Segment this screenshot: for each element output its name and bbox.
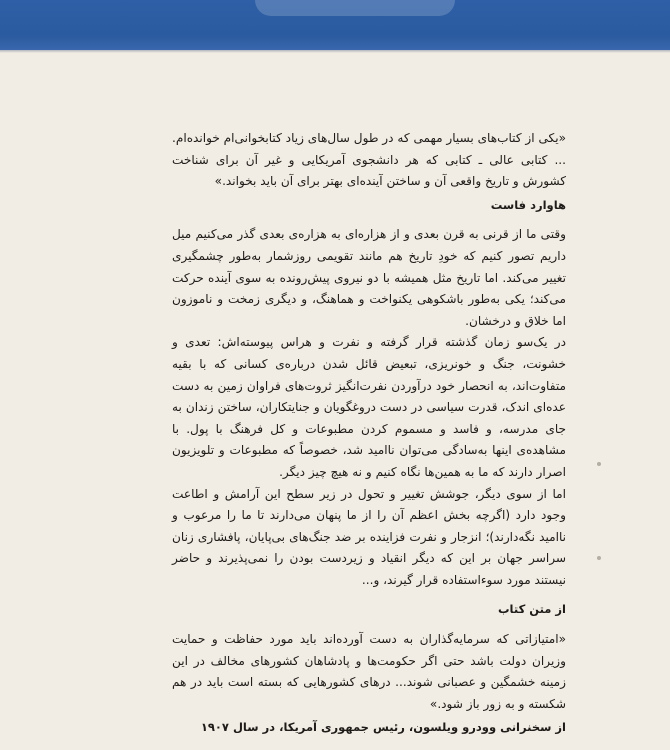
paper-speck — [597, 462, 601, 466]
excerpt-paragraph-2: در یک‌سو زمان گذشته قرار گرفته و نفرت و هراس پیوسته‌اش: تعدی و خشونت، جنگ و خونریزی، تبعیض قائل شدن درباره‌ی کسانی که با بقیه متفاوت‌اند، به انحصار خود درآوردن نفرت‌انگیز ثروت‌های فراوان زمین به دست عده‌ای اندک، قدرت سیاسی در دست دروغگویان و جنایتکاران، ساختن زندان به جای مدرسه، و فاسد و مسموم کردن مطبوعات و کل فرهنگ با پول. با مشاهده‌ی اینها به‌سادگی می‌توان ناامید شد، خصوصاً که مطبوعات و تلویزیون اصرار دارند که ما به همین‌ها نگاه کنیم و نه هیچ چیز دیگر. — [172, 335, 566, 479]
excerpt-source: از متن کتاب — [498, 602, 566, 617]
cover-band-shadow — [0, 50, 670, 53]
excerpt-paragraph-1: وقتی ما از قرنی به قرن بعدی و از هزاره‌ای به هزاره‌ی بعدی گذر می‌کنیم میل داریم تصور کنیم که خودِ تاریخ هم مانند تقویمی روزشمار به‌طور چشمگیری تغییر می‌کند. اما تاریخ مثل همیشه با دو نیروی پیش‌رونده به سوی آینده حرکت می‌کند؛ یکی به‌طور باشکوهی یکنواخت و هماهنگ، و دیگری زمخت و ناموزون اما خلاق و درخشان. — [172, 227, 566, 328]
quote-2-text: «امتیازاتی که سرمایه‌گذاران به دست آورده‌اند باید مورد حفاظت و حمایت وزیران دولت باشد حتی اگر حکومت‌ها و پادشاهان کشورهای مخالف در این زمینه خشمگین و عصبانی شوند... درهای کشورهایی که بسته است باید در هم شکسته و به زور باز شود.» — [172, 632, 566, 711]
quote-1-line-2: ... کتابی عالی ـ کتابی که هر دانشجوی آمریکایی و غیر آن برای شناخت کشورش و تاریخ واقعی آن و ساختن آینده‌ای بهتر برای آن باید بخواند.» — [172, 152, 566, 189]
cover-band-highlight — [255, 0, 455, 16]
quote-1-line-1: «یکی از کتاب‌های بسیار مهمی که در طول سال‌های زیاد کتابخوانی‌ام خوانده‌ام. — [172, 131, 566, 145]
excerpt-paragraph-3: اما از سوی دیگر، جوشش تغییر و تحول در زیر سطح این آرامش و اطاعت وجود دارد (اگرچه بخش اعظم آن را از ما پنهان می‌دارند تا ما را مرعوب و ناامید نگه‌دارند)؛ انزجار و نفرت فزاینده بر ضد جنگ‌های بی‌پایان، پافشاری زنان سراسر جهان بر این که دیگر انقیاد و زیردست بودن را نمی‌پذیرند و حاضر نیستند مورد سوءاستفاده قرار گیرند، و... — [172, 486, 566, 587]
quote-1-author: هاوارد فاست — [490, 197, 566, 212]
paper-speck — [597, 556, 601, 560]
quote-2-attribution: از سخنرانی وودرو ویلسون، رئیس جمهوری آمریکا، در سال ۱۹۰۷ — [200, 720, 566, 735]
back-cover-text — [172, 128, 566, 739]
blue-cover-band — [0, 0, 670, 50]
